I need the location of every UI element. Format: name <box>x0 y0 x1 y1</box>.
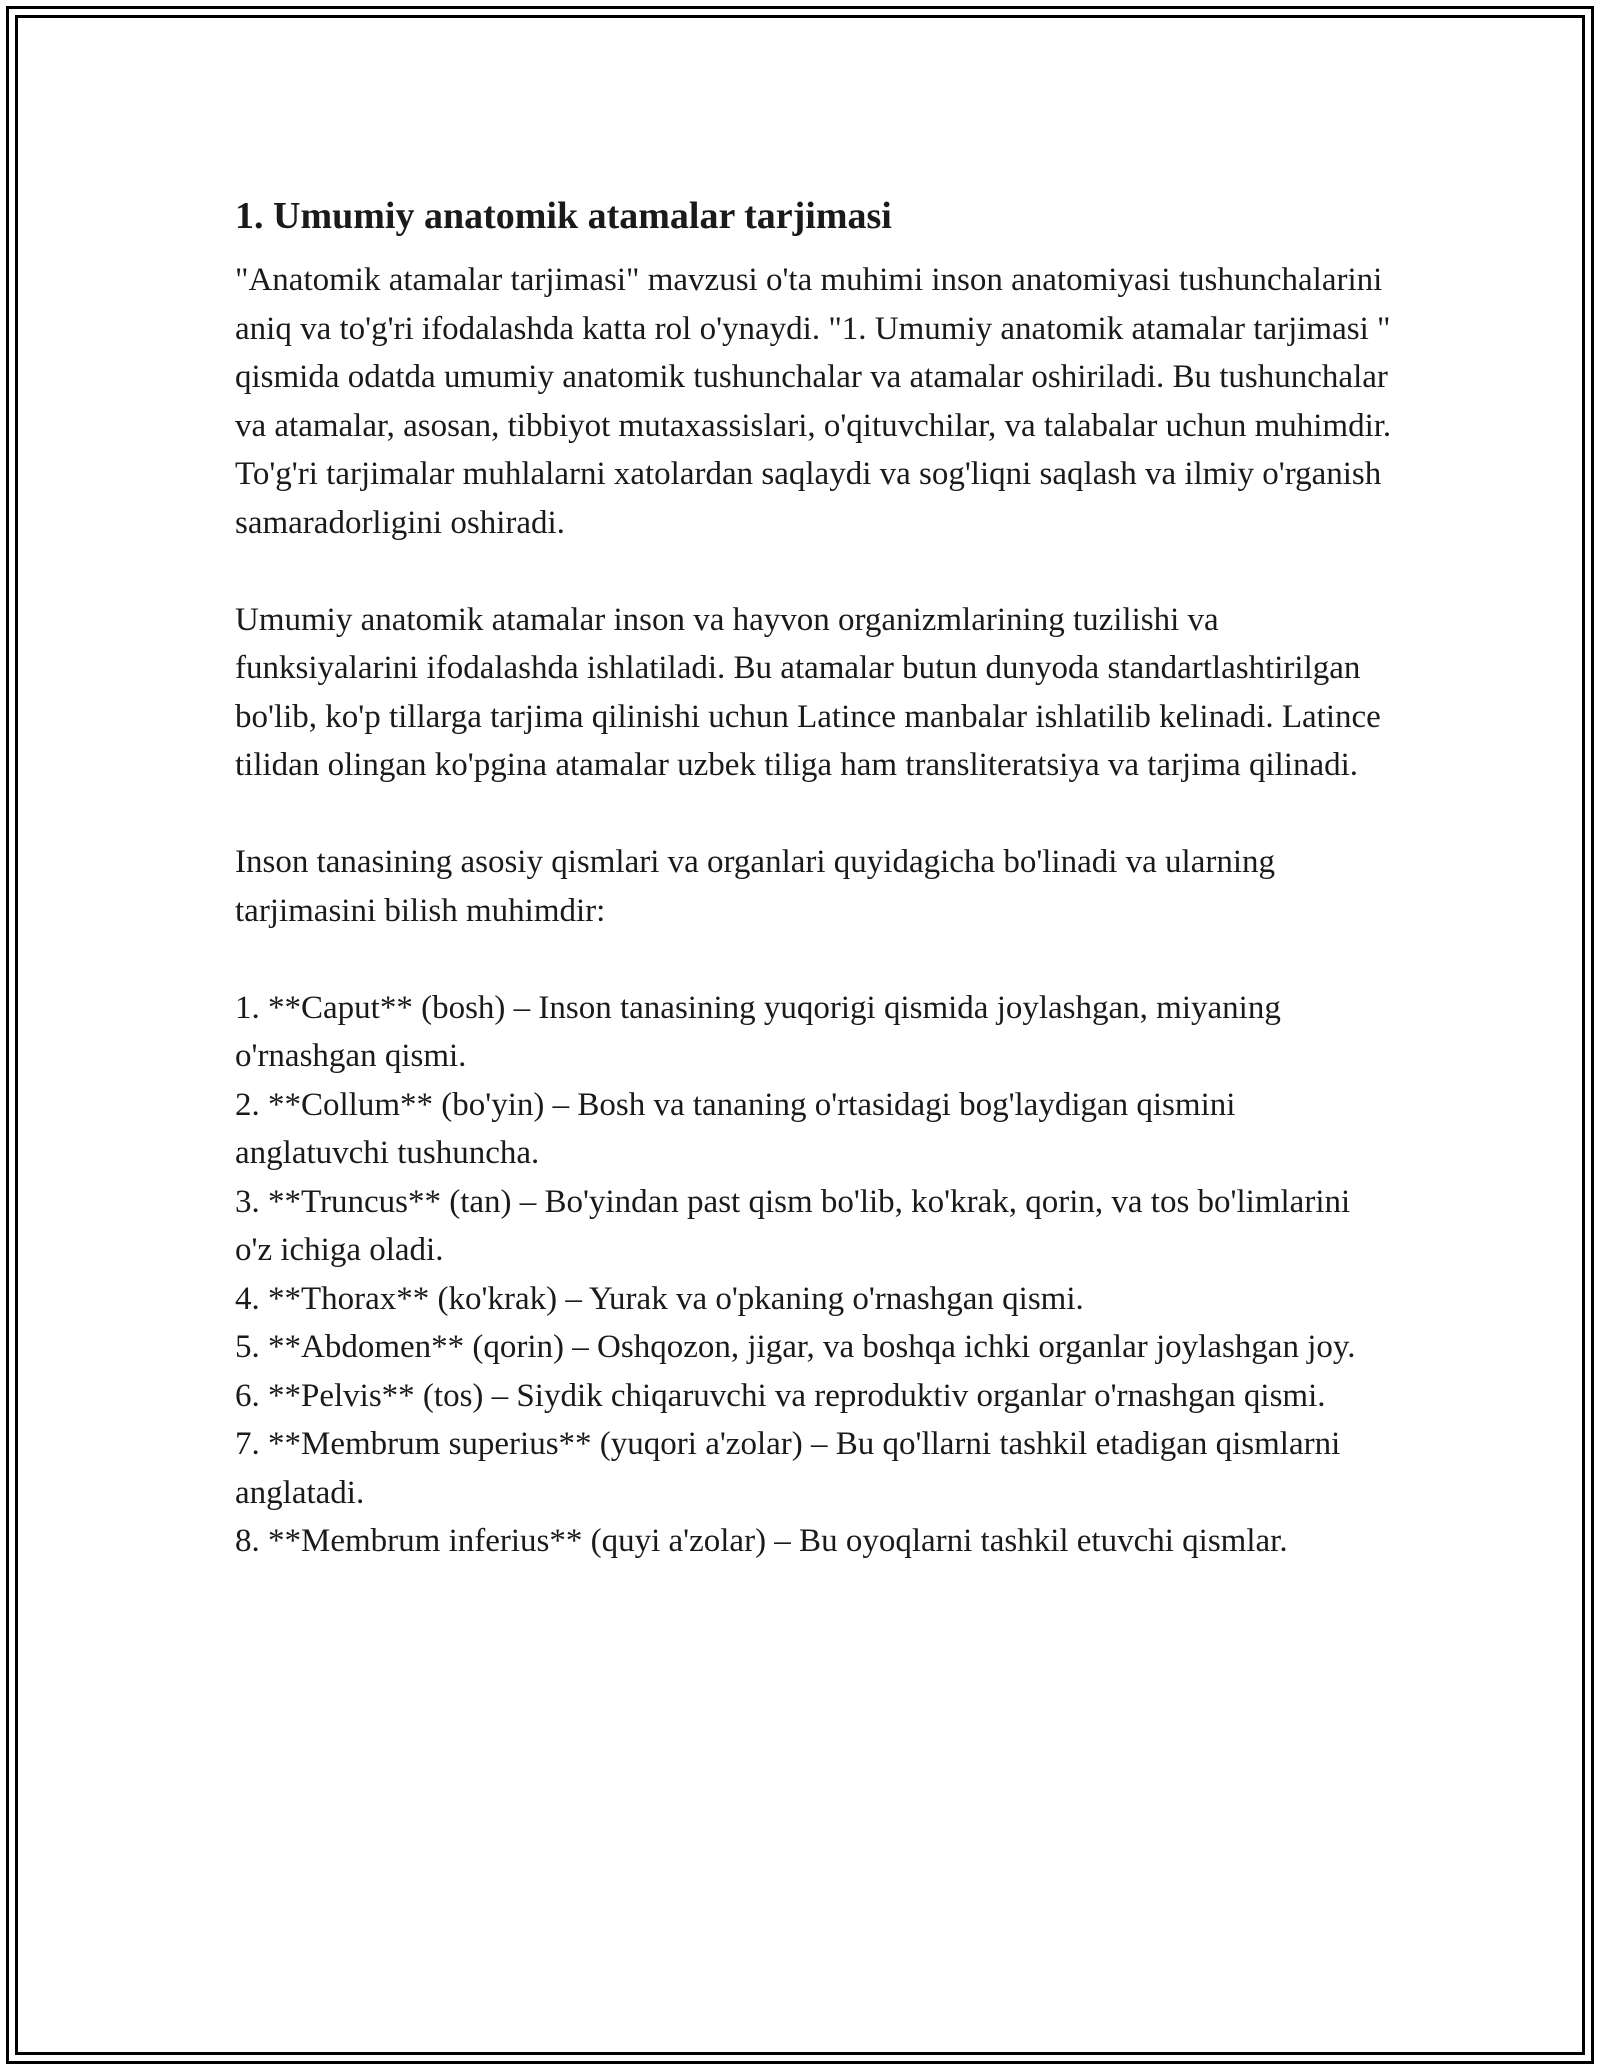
list-item-membrum-superius: 7. **Membrum superius** (yuqori a'zolar) – Bu qo'llarni tashkil etadigan qismlarni anglatadi. <box>235 1426 1341 1511</box>
document-body <box>235 188 1395 1566</box>
list-item-collum: 2. **Collum** (bo'yin) – Bosh va tananing o'rtasidagi bog'laydigan qismini anglatuvchi tushuncha. <box>235 1086 1236 1171</box>
terms-paragraph: Umumiy anatomik atamalar inson va hayvon organizmlarining tuzilishi va funksiyalarini ifodalashda ishlatiladi. Bu atamalar butun dunyoda standartlashtirilgan bo'lib, ko'p tillarga tarjima qilinishi uchun Latince manbalar ishlatilib kelinadi. Latince tilidan olingan ko'pgina atamalar uzbek tiliga ham transliteratsiya va tarjima qilinadi. <box>235 601 1381 783</box>
intro-paragraph: "Anatomik atamalar tarjimasi" mavzusi o'ta muhimi inson anatomiyasi tushunchalarini aniq va to'g'ri ifodalashda katta rol o'ynaydi. "1. Umumiy anatomik atamalar tarjimasi " qismida odatda umumiy anatomik tushunchalar va atamalar oshiriladi. Bu tushunchalar va atamalar, asosan, tibbiyot mutaxassislari, o'qituvchilar, va talabalar uchun muhimdir. To'g'ri tarjimalar muhlalarni xatolardan saqlaydi va sog'liqni saqlash va ilmiy o'rganish samaradorligini oshiradi. <box>235 262 1392 541</box>
list-item-pelvis: 6. **Pelvis** (tos) – Siydik chiqaruvchi va reproduktiv organlar o'rnashgan qismi. <box>235 1377 1326 1414</box>
list-item-thorax: 4. **Thorax** (ko'krak) – Yurak va o'pkaning o'rnashgan qismi. <box>235 1280 1084 1317</box>
list-intro-paragraph: Inson tanasining asosiy qismlari va organlari quyidagicha bo'linadi va ularning tarjimasini bilish muhimdir: <box>235 844 1276 929</box>
list-item-membrum-inferius: 8. **Membrum inferius** (quyi a'zolar) – Bu oyoqlarni tashkil etuvchi qismlar. <box>235 1523 1288 1559</box>
section-heading: 1. Umumiy anatomik atamalar tarjimasi <box>235 195 892 237</box>
body-parts-list <box>235 984 1395 1566</box>
list-item-caput: 1. **Caput** (bosh) – Inson tanasining yuqorigi qismida joylashgan, miyaning o'rnashgan qismi. <box>235 989 1281 1074</box>
list-item-truncus: 3. **Truncus** (tan) – Bo'yindan past qism bo'lib, ko'krak, qorin, va tos bo'limlarini o'z ichiga oladi. <box>235 1183 1351 1268</box>
list-item-abdomen: 5. **Abdomen** (qorin) – Oshqozon, jigar, va boshqa ichki organlar joylashgan joy. <box>235 1329 1356 1365</box>
